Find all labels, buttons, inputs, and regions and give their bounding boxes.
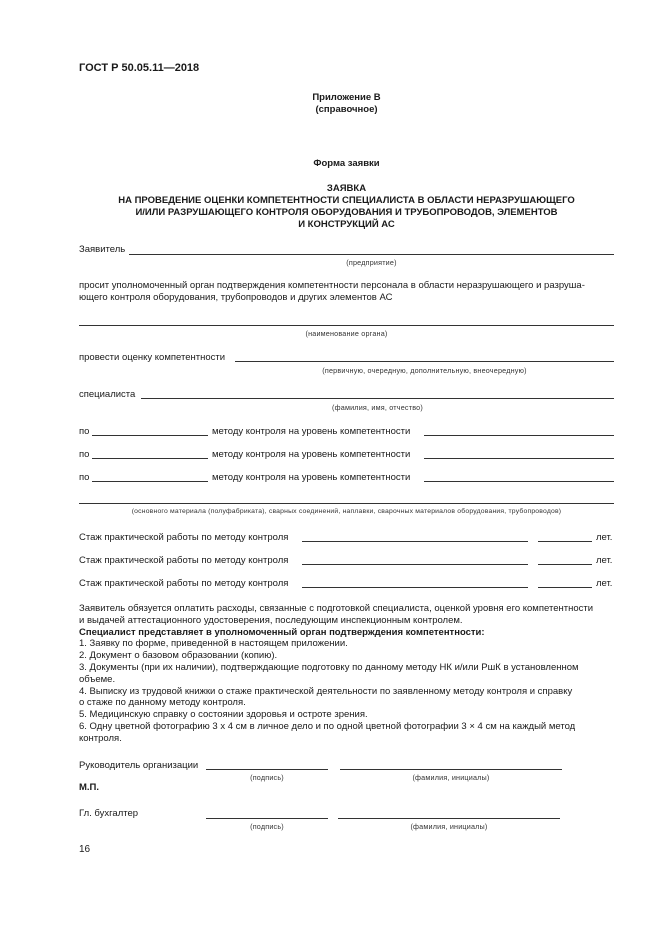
document-item: 5. Медицинскую справку о состоянии здоровья и остроте зрения. xyxy=(79,709,368,721)
experience-row-3-years-field[interactable] xyxy=(538,587,592,588)
heading-line-3: И КОНСТРУКЦИЙ АС xyxy=(298,219,395,230)
accountant-name-field[interactable] xyxy=(338,818,560,819)
method-row-3-method-field[interactable] xyxy=(92,481,208,482)
specialist-label: специалиста xyxy=(79,389,136,400)
standard-header: ГОСТ Р 50.05.11—2018 xyxy=(79,62,200,74)
request-line-1: просит уполномоченный орган подтверждения компетентности персонала в области неразрушающего и разруша- xyxy=(79,280,585,291)
method-row-3-text: методу контроля на уровень компетентности xyxy=(212,472,411,483)
request-paragraph xyxy=(79,280,614,304)
heading-word: ЗАЯВКА xyxy=(326,183,367,194)
request-line-2: ющего контроля оборудования, трубопроводов и других элементов АС xyxy=(79,291,393,303)
appendix-title: Приложение В xyxy=(312,92,381,103)
heading-line-1: НА ПРОВЕДЕНИЕ ОЦЕНКИ КОМПЕТЕНТНОСТИ СПЕЦИАЛИСТА В ОБЛАСТИ НЕРАЗРУШАЮЩЕГО xyxy=(118,195,575,206)
method-row-3-po: по xyxy=(79,472,90,483)
experience-row-2-unit: лет. xyxy=(596,555,613,566)
document-item: 1. Заявку по форме, приведенной в настоящем приложении. xyxy=(79,638,348,650)
head-signature-field[interactable] xyxy=(206,769,328,770)
experience-row-1-unit: лет. xyxy=(596,532,613,543)
experience-row-2-label: Стаж практической работы по методу контроля xyxy=(79,555,289,566)
assess-field[interactable] xyxy=(235,361,614,362)
document-item: 2. Документ о базовом образовании (копию). xyxy=(79,650,278,662)
method-row-3-level-field[interactable] xyxy=(424,481,614,482)
assess-label: провести оценку компетентности xyxy=(79,352,226,363)
head-name-caption: (фамилия, инициалы) xyxy=(412,773,490,782)
document-item: 6. Одну цветной фотографию 3 х 4 см в личное дело и по одной цветной фотографии 3 × 4 см на каждый метод xyxy=(79,720,576,732)
method-row-1-method-field[interactable] xyxy=(92,435,208,436)
specialist-caption: (фамилия, имя, отчество) xyxy=(332,403,423,412)
experience-row-3-label: Стаж практической работы по методу контроля xyxy=(79,578,289,589)
experience-row-2-years-field[interactable] xyxy=(538,564,592,565)
obligation-line-2: и выдачей аттестационного удостоверения, последующим инспекционным контролем. xyxy=(79,614,463,626)
documents-heading: Специалист представляет в уполномоченный орган подтверждения компетентности: xyxy=(79,626,485,638)
head-name-field[interactable] xyxy=(340,769,562,770)
form-title: Форма заявки xyxy=(313,158,380,169)
appendix-subtitle: (справочное) xyxy=(315,104,378,115)
document-item: о стаже по данному методу контроля. xyxy=(79,697,246,709)
head-label: Руководитель организации xyxy=(79,760,199,771)
organ-field[interactable] xyxy=(79,325,614,326)
document-item: контроля. xyxy=(79,732,122,744)
experience-row-3-method-field[interactable] xyxy=(302,587,528,588)
document-item: объеме. xyxy=(79,673,116,685)
method-row-1-po: по xyxy=(79,426,90,437)
document-item: 3. Документы (при их наличии), подтверждающие подготовку по данному методу НК и/или РшК в установленном xyxy=(79,661,579,673)
accountant-signature-field[interactable] xyxy=(206,818,328,819)
applicant-field[interactable] xyxy=(129,254,614,255)
method-row-2-po: по xyxy=(79,449,90,460)
specialist-field[interactable] xyxy=(141,398,614,399)
page-number: 16 xyxy=(79,844,91,855)
accountant-label: Гл. бухгалтер xyxy=(79,808,139,819)
organ-caption: (наименование органа) xyxy=(305,329,388,338)
method-row-2-method-field[interactable] xyxy=(92,458,208,459)
experience-row-1-years-field[interactable] xyxy=(538,541,592,542)
heading-line-2: И/ИЛИ РАЗРУШАЮЩЕГО КОНТРОЛЯ ОБОРУДОВАНИЯ И ТРУБОПРОВОДОВ, ЭЛЕМЕНТОВ xyxy=(135,207,558,218)
experience-row-2-method-field[interactable] xyxy=(302,564,528,565)
method-row-1-level-field[interactable] xyxy=(424,435,614,436)
head-signature-caption: (подпись) xyxy=(250,773,284,782)
material-caption: (основного материала (полуфабриката), сварных соединений, наплавки, сварочных материалов оборудования, трубопроводов) xyxy=(131,508,562,515)
method-row-2-text: методу контроля на уровень компетентности xyxy=(212,449,411,460)
assess-caption: (первичную, очередную, дополнительную, внеочередную) xyxy=(322,366,527,375)
experience-row-3-unit: лет. xyxy=(596,578,613,589)
accountant-name-caption: (фамилия, инициалы) xyxy=(410,822,488,831)
method-row-1-text: методу контроля на уровень компетентности xyxy=(212,426,411,437)
applicant-label: Заявитель xyxy=(79,244,126,255)
obligation-block xyxy=(79,603,614,745)
method-row-2-level-field[interactable] xyxy=(424,458,614,459)
experience-row-1-method-field[interactable] xyxy=(302,541,528,542)
accountant-signature-caption: (подпись) xyxy=(250,822,284,831)
obligation-line-1: Заявитель обязуется оплатить расходы, связанные с подготовкой специалиста, оценкой уровня его компетентности xyxy=(79,603,594,614)
document-item: 4. Выписку из трудовой книжки о стаже практической деятельности по заявленному методу контроля и справку xyxy=(79,685,573,697)
applicant-caption: (предприятие) xyxy=(346,258,397,267)
stamp-label: М.П. xyxy=(79,782,100,793)
experience-row-1-label: Стаж практической работы по методу контроля xyxy=(79,532,289,543)
material-field[interactable] xyxy=(79,503,614,504)
